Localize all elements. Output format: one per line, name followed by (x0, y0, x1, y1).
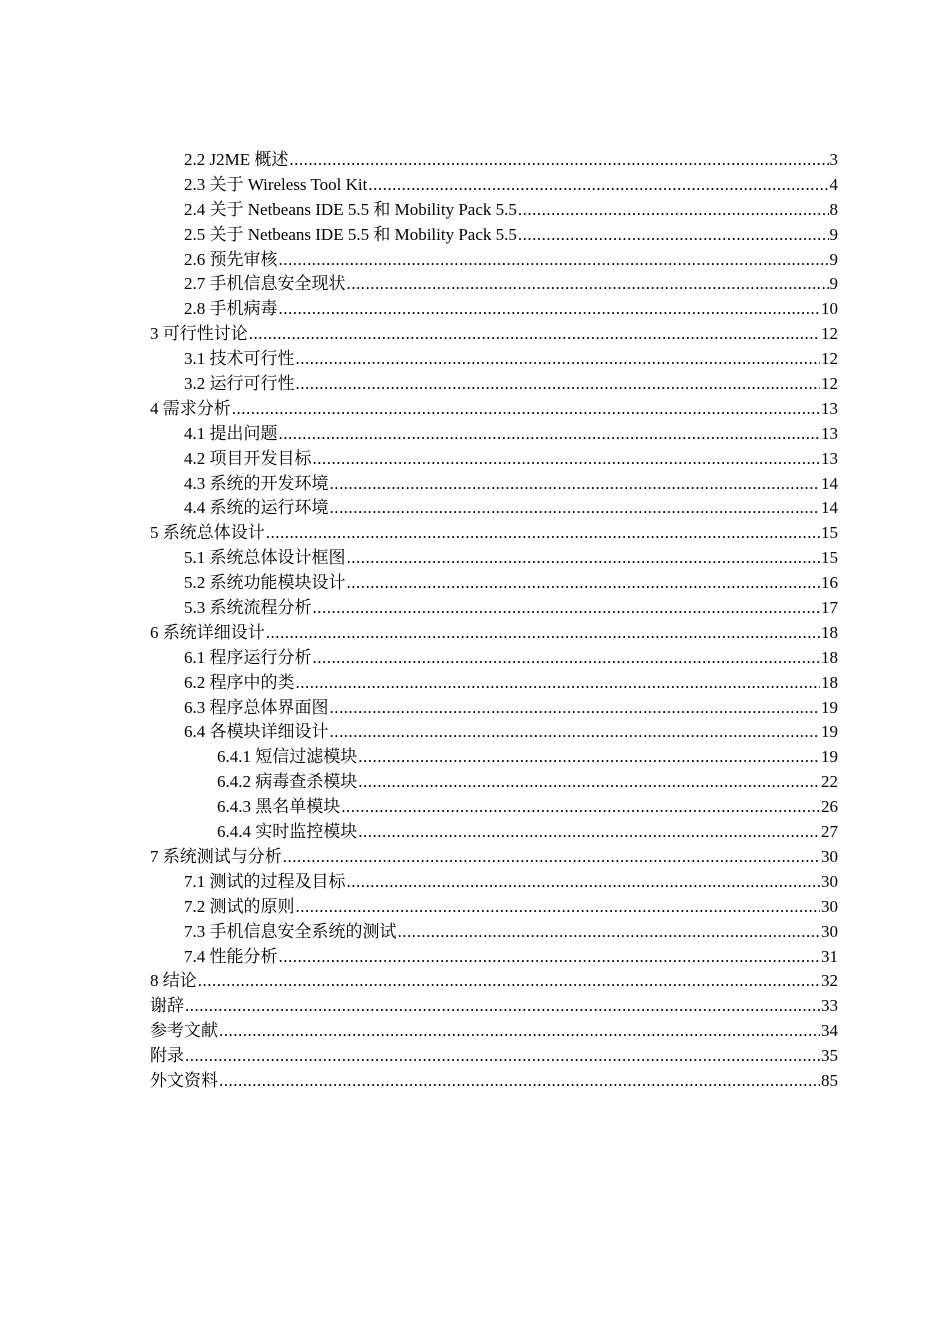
dot-leader (330, 496, 821, 521)
dot-leader (296, 347, 821, 372)
toc-entry[interactable] (150, 372, 838, 397)
toc-entry[interactable] (150, 770, 838, 795)
toc-entry-title: 4.1 提出问题 (184, 423, 278, 443)
toc-entry-page-number: 8 (829, 199, 838, 219)
dot-leader (279, 297, 821, 322)
dot-leader (266, 621, 820, 646)
toc-entry[interactable] (150, 820, 838, 845)
toc-entry-title: 参考文献 (150, 1021, 218, 1041)
dot-leader (368, 173, 828, 198)
toc-entry[interactable] (150, 272, 838, 297)
toc-entry[interactable] (150, 795, 838, 820)
dot-leader (313, 447, 821, 472)
toc-entry-page-number: 19 (821, 697, 838, 717)
toc-entry[interactable] (150, 198, 838, 223)
toc-entry-title: 6.1 程序运行分析 (184, 647, 312, 667)
dot-leader (398, 920, 821, 945)
toc-entry-title: 6 系统详细设计 (150, 622, 265, 642)
toc-entry-page-number: 14 (821, 498, 838, 518)
dot-leader (296, 671, 821, 696)
dot-leader (279, 248, 829, 273)
table-of-contents (150, 148, 838, 1094)
toc-entry-page-number: 17 (821, 598, 838, 618)
toc-entry-page-number: 31 (821, 946, 838, 966)
toc-entry[interactable] (150, 596, 838, 621)
toc-entry-page-number: 34 (821, 1021, 838, 1041)
toc-entry-page-number: 15 (821, 548, 838, 568)
toc-entry-title: 4.3 系统的开发环境 (184, 473, 329, 493)
toc-entry-title: 3.2 运行可行性 (184, 374, 295, 394)
dot-leader (266, 521, 820, 546)
dot-leader (219, 1069, 820, 1094)
dot-leader (279, 945, 821, 970)
toc-entry[interactable] (150, 223, 838, 248)
toc-entry-title: 3 可行性讨论 (150, 324, 248, 344)
dot-leader (347, 571, 821, 596)
toc-entry-page-number: 12 (821, 374, 838, 394)
toc-entry[interactable] (150, 945, 838, 970)
toc-entry-title: 5.1 系统总体设计框图 (184, 548, 346, 568)
toc-entry-page-number: 27 (821, 822, 838, 842)
toc-entry-title: 2.6 预先审核 (184, 249, 278, 269)
toc-entry[interactable] (150, 571, 838, 596)
toc-entry[interactable] (150, 248, 838, 273)
toc-entry-title: 外文资料 (150, 1070, 218, 1090)
toc-entry-title: 4 需求分析 (150, 398, 231, 418)
toc-entry-title: 5.2 系统功能模块设计 (184, 573, 346, 593)
toc-entry-title: 6.3 程序总体界面图 (184, 697, 329, 717)
toc-entry-title: 8 结论 (150, 971, 197, 991)
dot-leader (358, 745, 820, 770)
toc-entry-page-number: 10 (821, 299, 838, 319)
dot-leader (232, 397, 820, 422)
toc-entry-page-number: 18 (821, 647, 838, 667)
toc-entry-page-number: 14 (821, 473, 838, 493)
toc-entry[interactable] (150, 920, 838, 945)
dot-leader (358, 770, 820, 795)
toc-entry-page-number: 26 (821, 797, 838, 817)
dot-leader (341, 795, 820, 820)
toc-entry-title: 3.1 技术可行性 (184, 349, 295, 369)
dot-leader (279, 422, 821, 447)
toc-entry[interactable] (150, 422, 838, 447)
toc-entry[interactable] (150, 546, 838, 571)
dot-leader (347, 272, 829, 297)
toc-entry[interactable] (150, 472, 838, 497)
dot-leader (330, 472, 821, 497)
toc-entry-page-number: 9 (829, 249, 838, 269)
dot-leader (296, 895, 821, 920)
toc-entry-page-number: 16 (821, 573, 838, 593)
toc-entry-title: 2.2 J2ME 概述 (184, 150, 289, 169)
dot-leader (347, 870, 821, 895)
toc-entry[interactable] (150, 347, 838, 372)
dot-leader (185, 994, 820, 1019)
dot-leader (249, 322, 820, 347)
toc-entry-title: 2.4 关于 Netbeans IDE 5.5 和 Mobility Pack 5.5 (184, 199, 517, 219)
toc-entry-page-number: 30 (821, 896, 838, 916)
toc-entry[interactable] (150, 173, 838, 198)
toc-entry-title: 附录 (150, 1046, 184, 1066)
toc-entry-page-number: 30 (821, 921, 838, 941)
toc-entry-page-number: 22 (821, 772, 838, 792)
toc-entry-page-number: 18 (821, 622, 838, 642)
toc-entry-title: 4.2 项目开发目标 (184, 448, 312, 468)
toc-entry-title: 6.4.1 短信过滤模块 (217, 747, 358, 767)
toc-entry-title: 7.3 手机信息安全系统的测试 (184, 921, 397, 941)
toc-entry[interactable] (150, 671, 838, 696)
toc-entry-page-number: 15 (821, 523, 838, 543)
toc-entry-page-number: 13 (821, 448, 838, 468)
toc-entry-title: 4.4 系统的运行环境 (184, 498, 329, 518)
toc-entry-title: 5 系统总体设计 (150, 523, 265, 543)
toc-entry-title: 6.4.3 黑名单模块 (217, 797, 341, 817)
toc-entry[interactable] (150, 895, 838, 920)
toc-entry-title: 6.2 程序中的类 (184, 672, 295, 692)
toc-entry-page-number: 12 (821, 324, 838, 344)
toc-entry[interactable] (150, 1069, 838, 1094)
toc-entry-page-number: 19 (821, 747, 838, 767)
toc-entry-title: 2.5 关于 Netbeans IDE 5.5 和 Mobility Pack 5.5 (184, 224, 517, 244)
toc-entry[interactable] (150, 397, 838, 422)
dot-leader (289, 148, 828, 173)
toc-entry-title: 5.3 系统流程分析 (184, 598, 312, 618)
toc-entry-title: 7.1 测试的过程及目标 (184, 871, 346, 891)
dot-leader (358, 820, 820, 845)
toc-entry[interactable] (150, 994, 838, 1019)
dot-leader (219, 1019, 820, 1044)
toc-entry-page-number: 19 (821, 722, 838, 742)
toc-entry-title: 6.4 各模块详细设计 (184, 722, 329, 742)
dot-leader (347, 546, 821, 571)
toc-entry-page-number: 18 (821, 672, 838, 692)
toc-entry-page-number: 30 (821, 871, 838, 891)
dot-leader (313, 646, 821, 671)
toc-entry-page-number: 33 (821, 996, 838, 1016)
toc-entry[interactable] (150, 496, 838, 521)
toc-entry-page-number: 3 (829, 150, 838, 169)
toc-entry-page-number: 13 (821, 398, 838, 418)
toc-entry[interactable] (150, 297, 838, 322)
toc-entry-title: 6.4.2 病毒查杀模块 (217, 772, 358, 792)
dot-leader (296, 372, 821, 397)
toc-entry-title: 7.4 性能分析 (184, 946, 278, 966)
toc-entry[interactable] (150, 745, 838, 770)
dot-leader (330, 696, 821, 721)
toc-entry[interactable] (150, 621, 838, 646)
toc-entry-title: 6.4.4 实时监控模块 (217, 822, 358, 842)
toc-entry-page-number: 35 (821, 1046, 838, 1066)
toc-entry[interactable] (150, 696, 838, 721)
toc-entry[interactable] (150, 969, 838, 994)
toc-entry-title: 谢辞 (150, 996, 184, 1016)
toc-entry[interactable] (150, 1044, 838, 1069)
toc-entry-title: 7 系统测试与分析 (150, 846, 282, 866)
toc-entry[interactable] (150, 845, 838, 870)
dot-leader (185, 1044, 820, 1069)
toc-entry-title: 2.7 手机信息安全现状 (184, 274, 346, 294)
toc-entry[interactable] (150, 148, 838, 173)
dot-leader (330, 720, 821, 745)
toc-entry-title: 2.8 手机病毒 (184, 299, 278, 319)
toc-entry-page-number: 30 (821, 846, 838, 866)
toc-entry-page-number: 13 (821, 423, 838, 443)
toc-entry-title: 7.2 测试的原则 (184, 896, 295, 916)
toc-entry[interactable] (150, 447, 838, 472)
toc-entry-page-number: 9 (829, 274, 838, 294)
toc-entry[interactable] (150, 720, 838, 745)
toc-entry[interactable] (150, 322, 838, 347)
toc-entry[interactable] (150, 1019, 838, 1044)
toc-entry-title: 2.3 关于 Wireless Tool Kit (184, 174, 368, 194)
toc-entry[interactable] (150, 646, 838, 671)
toc-entry-page-number: 12 (821, 349, 838, 369)
toc-entry[interactable] (150, 521, 838, 546)
toc-entry-page-number: 4 (829, 174, 838, 194)
dot-leader (518, 223, 829, 248)
toc-entry-page-number: 32 (821, 971, 838, 991)
dot-leader (313, 596, 821, 621)
dot-leader (283, 845, 820, 870)
toc-entry-page-number: 9 (829, 224, 838, 244)
toc-entry[interactable] (150, 870, 838, 895)
dot-leader (518, 198, 829, 223)
toc-entry-page-number: 85 (821, 1070, 838, 1090)
dot-leader (198, 969, 820, 994)
